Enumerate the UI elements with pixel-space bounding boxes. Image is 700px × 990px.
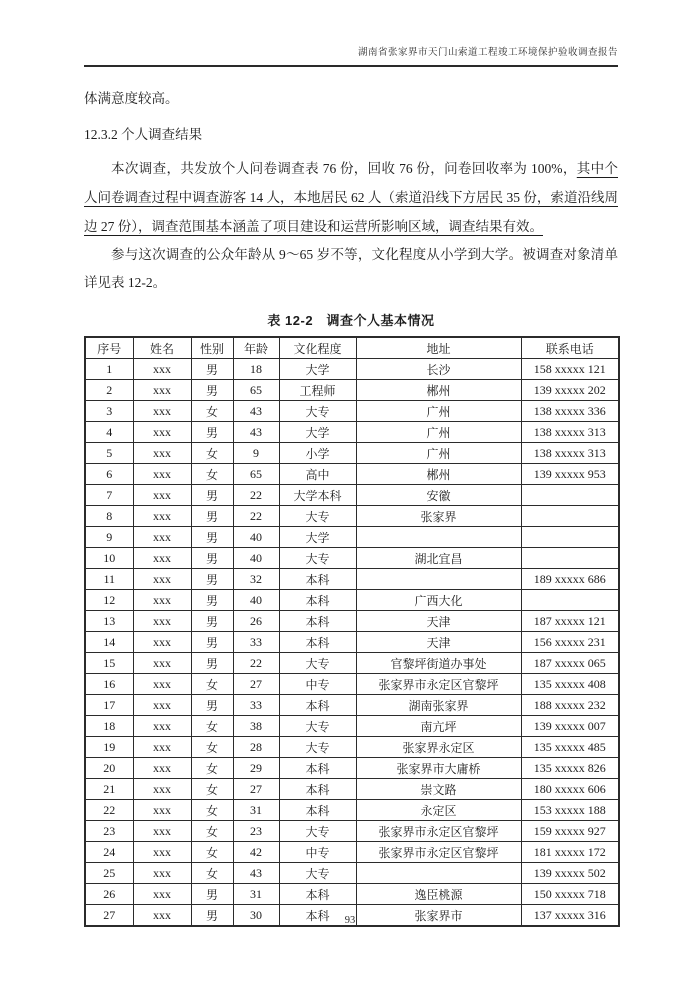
table-title: 表 12-2 调查个人基本情况 xyxy=(267,313,435,328)
table-cell: 38 xyxy=(233,716,279,737)
paragraph-survey-stats xyxy=(84,154,618,241)
table-cell: 张家界市大庸桥 xyxy=(356,758,521,779)
table-cell: 逸臣桃源 xyxy=(356,884,521,905)
table-cell: 18 xyxy=(85,716,133,737)
table-cell: 本科 xyxy=(279,800,356,821)
table-cell: xxx xyxy=(133,443,191,464)
table-cell: 1 xyxy=(85,359,133,380)
table-cell: 15 xyxy=(85,653,133,674)
table-cell: 2 xyxy=(85,380,133,401)
table-cell xyxy=(356,527,521,548)
table-cell: 广州 xyxy=(356,401,521,422)
table-cell: 郴州 xyxy=(356,380,521,401)
table-cell: 高中 xyxy=(279,464,356,485)
table-cell: 153 xxxxx 188 xyxy=(521,800,619,821)
table-row xyxy=(85,653,619,674)
table-cell: 139 xxxxx 502 xyxy=(521,863,619,884)
table-row xyxy=(85,380,619,401)
table-cell: xxx xyxy=(133,422,191,443)
table-cell: 女 xyxy=(191,443,233,464)
table-row xyxy=(85,569,619,590)
table-cell: 21 xyxy=(85,779,133,800)
table-row xyxy=(85,695,619,716)
table-cell: 大专 xyxy=(279,548,356,569)
table-row xyxy=(85,674,619,695)
table-cell: 188 xxxxx 232 xyxy=(521,695,619,716)
table-cell: 24 xyxy=(85,842,133,863)
table-cell: 18 xyxy=(233,359,279,380)
table-cell: 181 xxxxx 172 xyxy=(521,842,619,863)
table-header-cell: 序号 xyxy=(85,337,133,359)
table-cell: 天津 xyxy=(356,611,521,632)
table-cell: 16 xyxy=(85,674,133,695)
table-row xyxy=(85,821,619,842)
table-cell: xxx xyxy=(133,464,191,485)
table-cell: 6 xyxy=(85,464,133,485)
table-cell: 男 xyxy=(191,485,233,506)
table-cell: 永定区 xyxy=(356,800,521,821)
table-row xyxy=(85,590,619,611)
table-cell: 本科 xyxy=(279,884,356,905)
table-cell: 男 xyxy=(191,653,233,674)
table-cell: 22 xyxy=(233,653,279,674)
table-cell: 张家界永定区 xyxy=(356,737,521,758)
running-header: 湖南省张家界市天门山索道工程竣工环境保护验收调查报告 xyxy=(84,44,618,67)
table-cell: xxx xyxy=(133,401,191,422)
table-cell: 139 xxxxx 953 xyxy=(521,464,619,485)
table-cell: 42 xyxy=(233,842,279,863)
table-cell: xxx xyxy=(133,653,191,674)
table-row xyxy=(85,779,619,800)
table-cell: 本科 xyxy=(279,695,356,716)
table-cell: xxx xyxy=(133,527,191,548)
table-cell: xxx xyxy=(133,821,191,842)
table-cell: 男 xyxy=(191,506,233,527)
table-cell: 138 xxxxx 336 xyxy=(521,401,619,422)
table-cell: 9 xyxy=(85,527,133,548)
table-cell: 崇文路 xyxy=(356,779,521,800)
table-cell: 31 xyxy=(233,800,279,821)
table-cell: 23 xyxy=(85,821,133,842)
table-header-row xyxy=(85,337,619,359)
table-cell: 女 xyxy=(191,800,233,821)
table-cell: 159 xxxxx 927 xyxy=(521,821,619,842)
table-cell: 女 xyxy=(191,758,233,779)
table-cell: 大专 xyxy=(279,401,356,422)
table-cell: 本科 xyxy=(279,590,356,611)
table-cell: xxx xyxy=(133,632,191,653)
table-row xyxy=(85,716,619,737)
table-cell: 女 xyxy=(191,779,233,800)
table-cell: 23 xyxy=(233,821,279,842)
table-cell: 郴州 xyxy=(356,464,521,485)
table-cell: xxx xyxy=(133,737,191,758)
table-cell: 安徽 xyxy=(356,485,521,506)
table-row xyxy=(85,527,619,548)
table-cell: 137 xxxxx 316 xyxy=(521,905,619,927)
table-cell: 65 xyxy=(233,464,279,485)
table-cell: 官黎坪街道办事处 xyxy=(356,653,521,674)
table-cell: xxx xyxy=(133,863,191,884)
table-row xyxy=(85,737,619,758)
table-cell: xxx xyxy=(133,569,191,590)
table-cell: 大专 xyxy=(279,821,356,842)
table-cell: 10 xyxy=(85,548,133,569)
table-cell xyxy=(356,863,521,884)
table-cell: 男 xyxy=(191,884,233,905)
table-cell: 180 xxxxx 606 xyxy=(521,779,619,800)
page-content xyxy=(84,44,618,927)
table-cell: xxx xyxy=(133,380,191,401)
table-cell: 女 xyxy=(191,842,233,863)
table-cell: 11 xyxy=(85,569,133,590)
table-cell: 27 xyxy=(233,779,279,800)
table-cell: 天津 xyxy=(356,632,521,653)
table-cell: xxx xyxy=(133,800,191,821)
table-cell: 广西大化 xyxy=(356,590,521,611)
table-cell: 43 xyxy=(233,422,279,443)
table-cell: 22 xyxy=(233,485,279,506)
table-cell: 150 xxxxx 718 xyxy=(521,884,619,905)
table-cell: 大专 xyxy=(279,716,356,737)
table-row xyxy=(85,485,619,506)
table-row xyxy=(85,422,619,443)
table-cell: 男 xyxy=(191,380,233,401)
table-cell: 14 xyxy=(85,632,133,653)
table-cell: 19 xyxy=(85,737,133,758)
table-cell xyxy=(521,506,619,527)
table-cell: 40 xyxy=(233,548,279,569)
table-cell: xxx xyxy=(133,590,191,611)
table-cell: 158 xxxxx 121 xyxy=(521,359,619,380)
table-cell: xxx xyxy=(133,359,191,380)
table-cell: 女 xyxy=(191,716,233,737)
table-row xyxy=(85,611,619,632)
table-cell: 29 xyxy=(233,758,279,779)
table-cell: 33 xyxy=(233,632,279,653)
table-cell: 本科 xyxy=(279,632,356,653)
table-cell: 12 xyxy=(85,590,133,611)
table-cell: 本科 xyxy=(279,569,356,590)
table-cell: 大学 xyxy=(279,527,356,548)
table-cell: 大专 xyxy=(279,653,356,674)
table-cell: 9 xyxy=(233,443,279,464)
table-cell: 广州 xyxy=(356,422,521,443)
table-cell: 中专 xyxy=(279,842,356,863)
table-cell: 女 xyxy=(191,863,233,884)
table-cell xyxy=(521,548,619,569)
table-cell: 7 xyxy=(85,485,133,506)
table-cell: 20 xyxy=(85,758,133,779)
table-row xyxy=(85,548,619,569)
table-cell: 本科 xyxy=(279,758,356,779)
table-cell: 本科 xyxy=(279,905,356,927)
table-cell: 张家界市永定区官黎坪 xyxy=(356,821,521,842)
table-row xyxy=(85,884,619,905)
table-cell: xxx xyxy=(133,905,191,927)
table-cell: 189 xxxxx 686 xyxy=(521,569,619,590)
table-cell: xxx xyxy=(133,884,191,905)
table-cell: 22 xyxy=(85,800,133,821)
table-cell: 大专 xyxy=(279,863,356,884)
table-cell: 135 xxxxx 826 xyxy=(521,758,619,779)
paragraph-respondents: 参与这次调查的公众年龄从 9～65 岁不等，文化程度从小学到大学。被调查对象清单详见表 12-2。 xyxy=(84,247,618,290)
table-cell: 17 xyxy=(85,695,133,716)
table-cell: 女 xyxy=(191,674,233,695)
table-cell: xxx xyxy=(133,506,191,527)
table-cell: 大学 xyxy=(279,359,356,380)
table-cell: 女 xyxy=(191,737,233,758)
table-cell: 工程师 xyxy=(279,380,356,401)
table-cell: 大专 xyxy=(279,737,356,758)
table-row xyxy=(85,863,619,884)
table-cell: 13 xyxy=(85,611,133,632)
table-cell xyxy=(521,485,619,506)
table-cell: 43 xyxy=(233,401,279,422)
table-cell: 187 xxxxx 065 xyxy=(521,653,619,674)
table-cell: 40 xyxy=(233,527,279,548)
table-cell: 139 xxxxx 007 xyxy=(521,716,619,737)
table-cell: 大学本科 xyxy=(279,485,356,506)
table-cell: 33 xyxy=(233,695,279,716)
table-header-cell: 地址 xyxy=(356,337,521,359)
table-cell: 27 xyxy=(233,674,279,695)
table-cell: 30 xyxy=(233,905,279,927)
table-cell: 135 xxxxx 485 xyxy=(521,737,619,758)
table-cell: xxx xyxy=(133,611,191,632)
table-cell: xxx xyxy=(133,485,191,506)
table-cell: 女 xyxy=(191,821,233,842)
table-body xyxy=(85,359,619,927)
table-cell: 男 xyxy=(191,905,233,927)
table-cell: 22 xyxy=(233,506,279,527)
table-cell: 26 xyxy=(233,611,279,632)
table-cell: 187 xxxxx 121 xyxy=(521,611,619,632)
table-cell: 4 xyxy=(85,422,133,443)
table-cell: 25 xyxy=(85,863,133,884)
table-cell: 65 xyxy=(233,380,279,401)
table-cell: 男 xyxy=(191,548,233,569)
table-cell: 40 xyxy=(233,590,279,611)
table-cell: 5 xyxy=(85,443,133,464)
table-cell: 43 xyxy=(233,863,279,884)
survey-table xyxy=(84,336,620,927)
table-cell: 广州 xyxy=(356,443,521,464)
table-cell: 张家界 xyxy=(356,506,521,527)
table-cell: 张家界市永定区官黎坪 xyxy=(356,842,521,863)
table-cell: 28 xyxy=(233,737,279,758)
table-cell: 本科 xyxy=(279,611,356,632)
table-cell: 女 xyxy=(191,401,233,422)
table-cell: 女 xyxy=(191,464,233,485)
table-row xyxy=(85,401,619,422)
paragraph-normal-text: 本次调查，共发放个人问卷调查表 76 份，回收 76 份，问卷回收率为 100%， xyxy=(111,161,577,176)
table-cell: 南亢坪 xyxy=(356,716,521,737)
table-row xyxy=(85,506,619,527)
table-cell: xxx xyxy=(133,548,191,569)
section-heading: 12.3.2 个人调查结果 xyxy=(84,127,203,142)
table-cell: 男 xyxy=(191,422,233,443)
table-header-cell: 姓名 xyxy=(133,337,191,359)
table-header-cell: 性别 xyxy=(191,337,233,359)
table-cell: 男 xyxy=(191,632,233,653)
table-row xyxy=(85,443,619,464)
table-cell: xxx xyxy=(133,842,191,863)
table-row xyxy=(85,464,619,485)
table-cell: 32 xyxy=(233,569,279,590)
table-cell: 8 xyxy=(85,506,133,527)
table-cell: 156 xxxxx 231 xyxy=(521,632,619,653)
table-cell: 湖南张家界 xyxy=(356,695,521,716)
table-cell: 张家界市 xyxy=(356,905,521,927)
table-cell: 135 xxxxx 408 xyxy=(521,674,619,695)
table-cell: 138 xxxxx 313 xyxy=(521,422,619,443)
table-row xyxy=(85,359,619,380)
table-cell: 138 xxxxx 313 xyxy=(521,443,619,464)
table-cell: 长沙 xyxy=(356,359,521,380)
table-cell: 26 xyxy=(85,884,133,905)
table-cell: 3 xyxy=(85,401,133,422)
table-cell: 139 xxxxx 202 xyxy=(521,380,619,401)
table-cell: 男 xyxy=(191,611,233,632)
table-cell: 男 xyxy=(191,359,233,380)
page-number: 93 xyxy=(344,915,356,926)
table-cell: xxx xyxy=(133,758,191,779)
table-cell: xxx xyxy=(133,779,191,800)
paragraph-continuation: 体满意度较高。 xyxy=(84,91,179,106)
table-cell: 本科 xyxy=(279,779,356,800)
table-cell xyxy=(521,527,619,548)
table-cell: 男 xyxy=(191,590,233,611)
table-cell: 大学 xyxy=(279,422,356,443)
table-cell: 大专 xyxy=(279,506,356,527)
table-cell: 31 xyxy=(233,884,279,905)
table-cell: 中专 xyxy=(279,674,356,695)
table-cell: 张家界市永定区官黎坪 xyxy=(356,674,521,695)
table-cell: 湖北宜昌 xyxy=(356,548,521,569)
table-cell xyxy=(521,590,619,611)
table-header-cell: 联系电话 xyxy=(521,337,619,359)
table-row xyxy=(85,632,619,653)
table-row xyxy=(85,842,619,863)
table-row xyxy=(85,800,619,821)
table-header-cell: 文化程度 xyxy=(279,337,356,359)
table-row xyxy=(85,758,619,779)
table-cell: xxx xyxy=(133,674,191,695)
table-cell: 小学 xyxy=(279,443,356,464)
table-header-cell: 年龄 xyxy=(233,337,279,359)
table-cell: xxx xyxy=(133,695,191,716)
table-cell: xxx xyxy=(133,716,191,737)
table-cell: 男 xyxy=(191,695,233,716)
table-cell xyxy=(356,569,521,590)
table-cell: 男 xyxy=(191,527,233,548)
paragraph-underlined-text: 其中个人问卷调查过程中调查游客 14 人，本地居民 62 人（索道沿线下方居民 35 份，索道沿线周边 27 份），调查范围基本涵盖了项目建设和运营所影响区域，调查结果有效。 xyxy=(84,161,618,234)
table-cell: 27 xyxy=(85,905,133,927)
table-cell: 男 xyxy=(191,569,233,590)
